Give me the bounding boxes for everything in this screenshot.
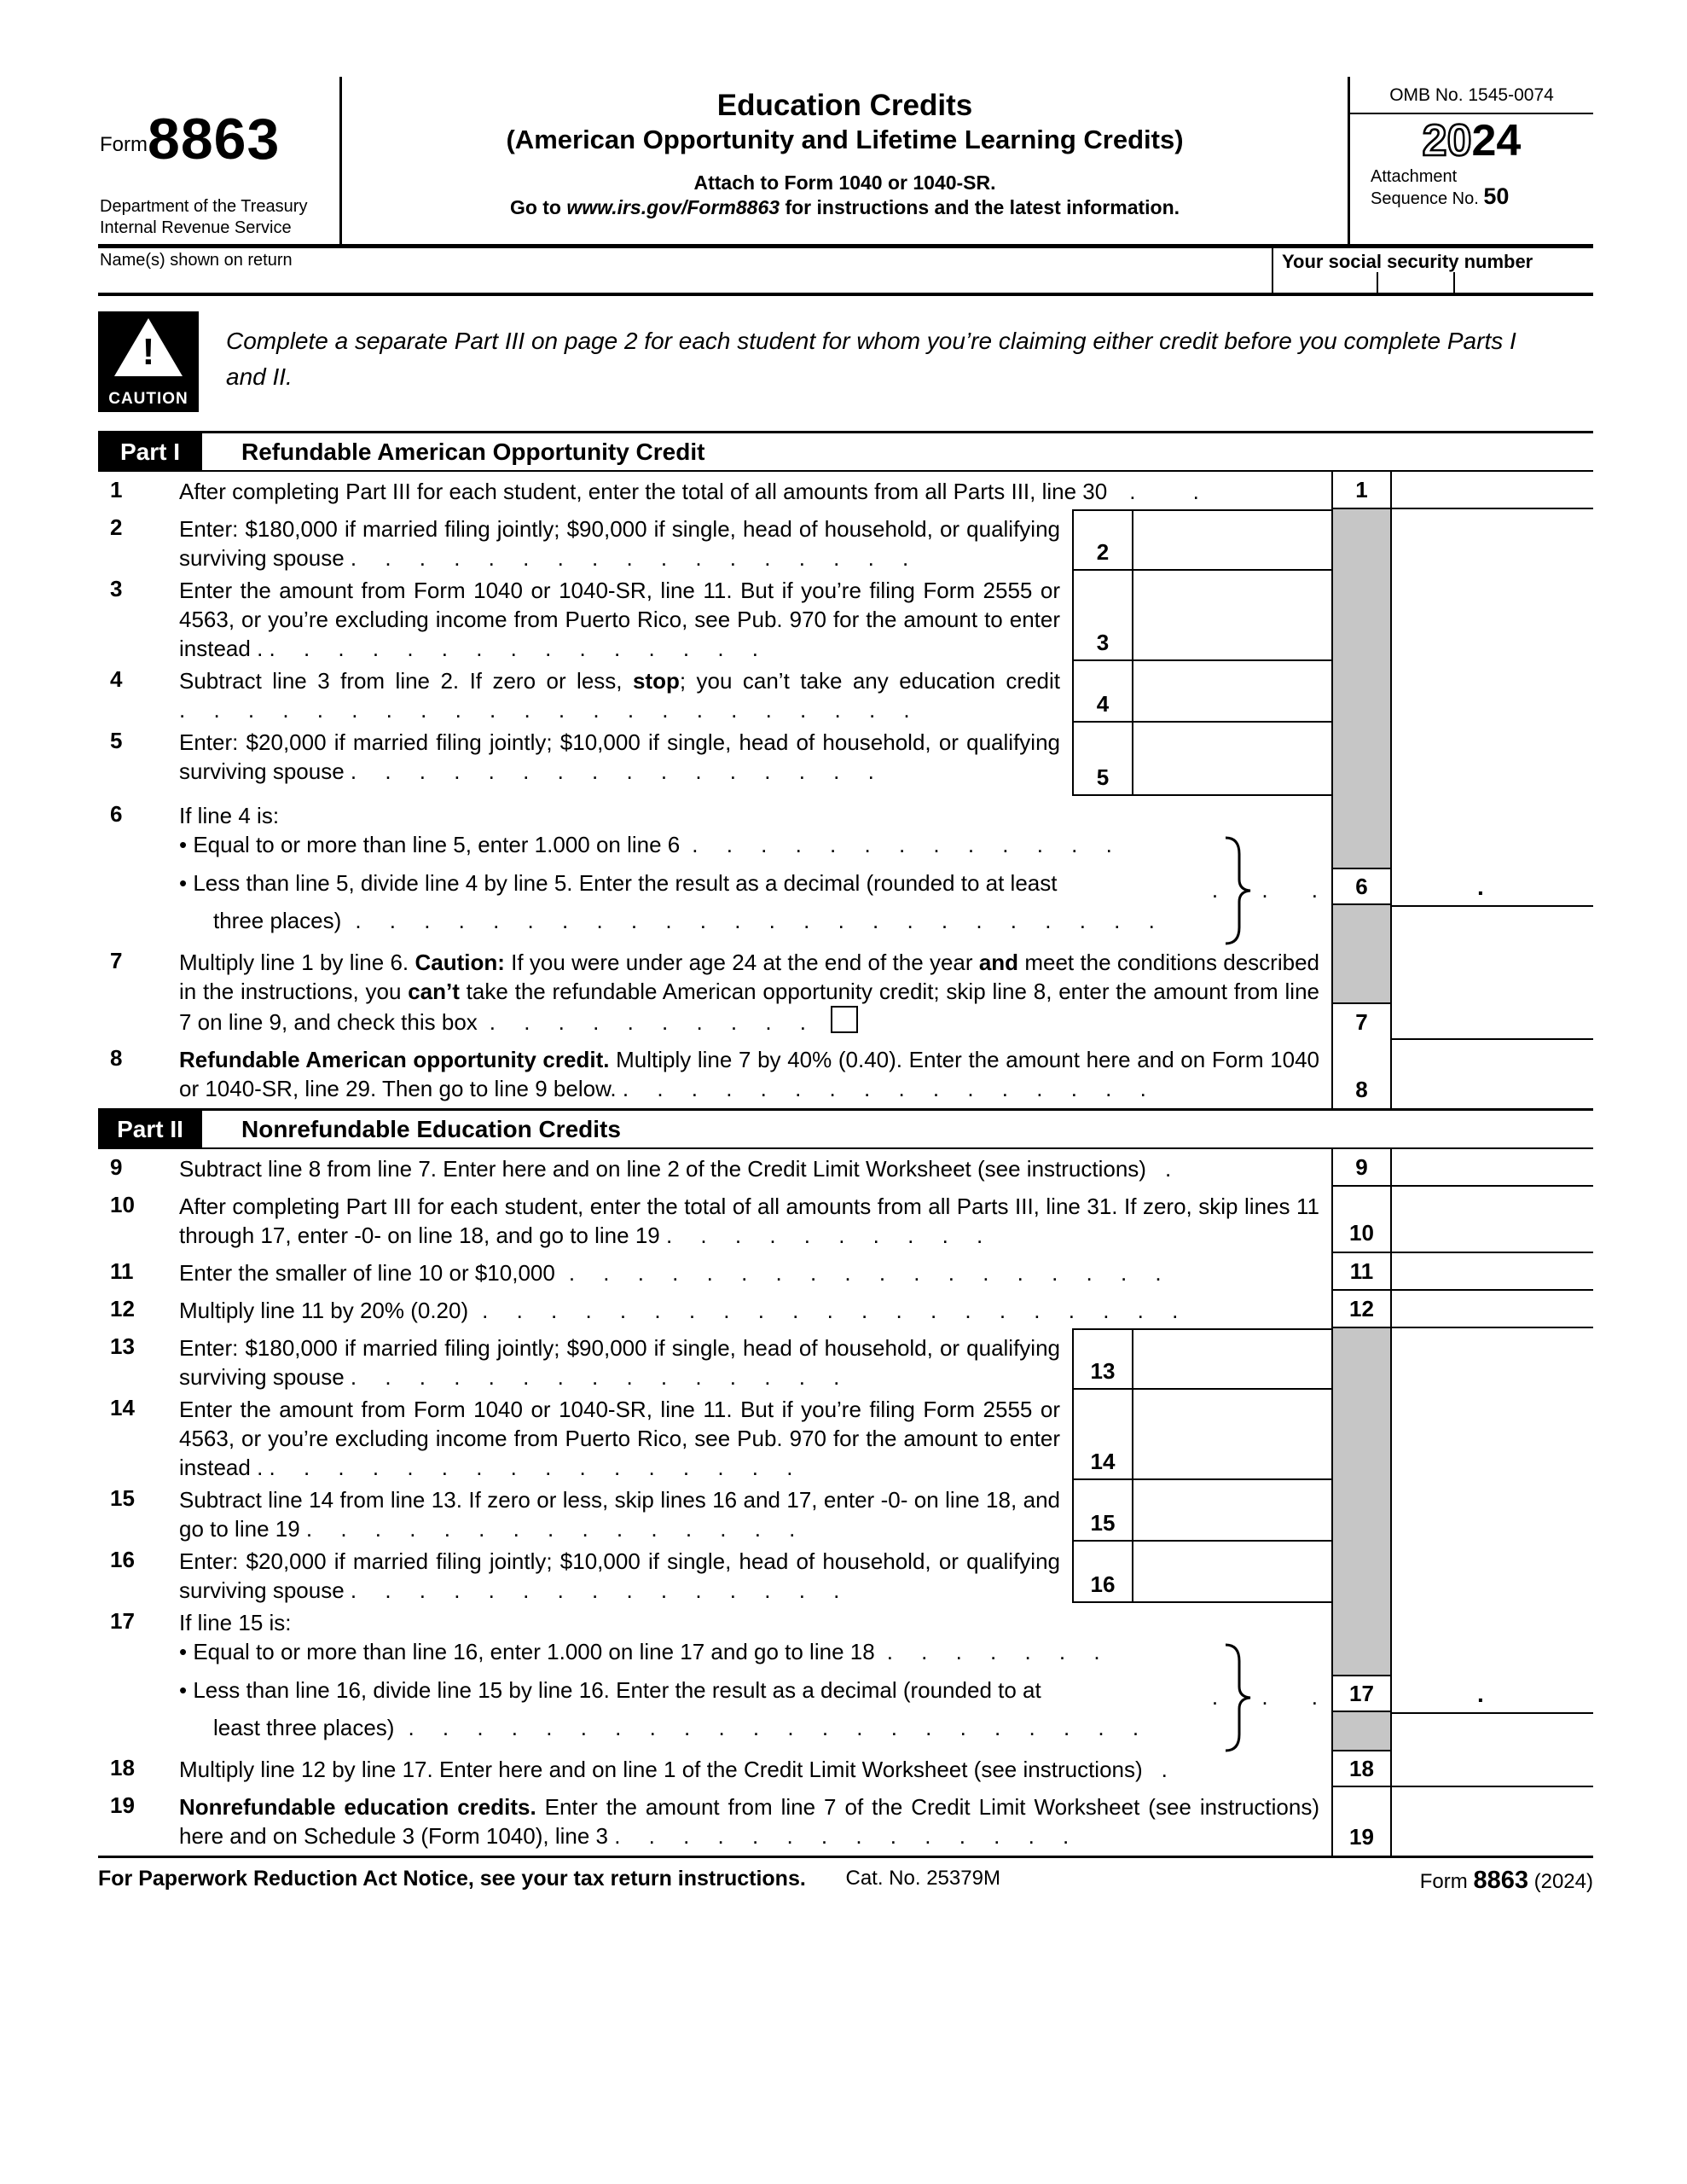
line-5-number: 5 bbox=[110, 728, 123, 753]
line-9-leaders: . bbox=[1164, 1156, 1172, 1182]
line-17-bullet-2: • Less than line 16, divide line 15 by line 16. Enter the result as a decimal (rounded to at bbox=[179, 1677, 1041, 1703]
line-2-row bbox=[98, 509, 1331, 571]
line-14-box-label: 14 bbox=[1072, 1390, 1132, 1478]
line-16-text: Enter: $20,000 if married filing jointly; $10,000 if single, head of household, or qualifying surviving spouse . . . . . . . . . . . . . . . bbox=[179, 1548, 1060, 1603]
exclamation-icon: ! bbox=[142, 331, 155, 373]
line-14-leaders: . . . . . . . . . . . . . . . . bbox=[269, 1455, 804, 1480]
line-19-text: Nonrefundable education credits. Enter the amount from line 7 of the Credit Limit Worksheet (see instructions) here and on Schedule 3 (Form 1040), line 3 . . . . . . . . . . . . . . bbox=[179, 1794, 1319, 1849]
line-15-entry[interactable] bbox=[1132, 1480, 1331, 1540]
line-17-number-column bbox=[1331, 1603, 1392, 1750]
line-6-bullets bbox=[179, 796, 1336, 943]
line-14-entry[interactable] bbox=[1132, 1390, 1331, 1478]
line-10-row bbox=[98, 1187, 1593, 1253]
line-4-entry[interactable] bbox=[1132, 661, 1331, 721]
line-5-entrybox bbox=[1072, 723, 1331, 796]
line-3-entry[interactable] bbox=[1132, 571, 1331, 659]
form-title: Education Credits bbox=[716, 89, 973, 122]
line-4-text: Subtract line 3 from line 2. If zero or less, stop; you can’t take any education credit . . . . . . . . . . . . . . . . . . . . . . bbox=[179, 668, 1060, 723]
line-18-leaders: . bbox=[1161, 1757, 1168, 1782]
line-6-number: 6 bbox=[110, 801, 123, 827]
line-5-text: Enter: $20,000 if married filing jointly; $10,000 if single, head of household, or qualifying surviving spouse . . . . . . . . . . . . . . . . bbox=[179, 729, 1060, 784]
lines-2-5-amount-column bbox=[1392, 509, 1593, 796]
line-18-number: 18 bbox=[110, 1755, 135, 1780]
line-6-bullet-2: • Less than line 5, divide line 4 by line 5. Enter the result as a decimal (rounded to at least bbox=[179, 870, 1058, 896]
line-6-bullet-1-leaders: . . . . . . . . . . . . . bbox=[692, 832, 1123, 857]
line-18-row bbox=[98, 1750, 1593, 1787]
sequence-number: 50 bbox=[1483, 183, 1510, 209]
line-7-checkbox[interactable] bbox=[831, 1006, 858, 1033]
caution-block bbox=[98, 311, 1593, 412]
line-3-text: Enter the amount from Form 1040 or 1040-SR, line 11. But if you’re filing Form 2555 or 4563, or you’re excluding income from Puerto Rico, see Pub. 970 for the amount to enter instead . . . . . . . . . . . . . . . . bbox=[179, 578, 1060, 661]
line-19-cell: 19 bbox=[1331, 1787, 1392, 1856]
attachment-sequence: Attachment Sequence No. 50 bbox=[1371, 167, 1510, 209]
lines-13-16-shaded-column bbox=[1331, 1328, 1392, 1603]
line-6-row bbox=[98, 796, 1593, 943]
lines-2-5-block bbox=[98, 509, 1593, 796]
form-footer-id: Form 8863 (2024) bbox=[1419, 1867, 1593, 1894]
line-14-number: 14 bbox=[110, 1395, 135, 1420]
line-7-number: 7 bbox=[110, 948, 123, 973]
line-9-row bbox=[98, 1149, 1593, 1187]
goto-instruction: Go to www.irs.gov/Form8863 for instructions and the latest information. bbox=[509, 196, 1180, 218]
line-15-text: Subtract line 14 from line 13. If zero or less, skip lines 16 and 17, enter -0- on line 18, and go to line 19 . . . . . . . . . . . . . . . bbox=[179, 1487, 1060, 1542]
line-2-number: 2 bbox=[110, 514, 123, 540]
line-12-number: 12 bbox=[110, 1296, 135, 1321]
line-1-cell: 1 bbox=[1331, 472, 1392, 509]
line-17-bullet-1-leaders: . . . . . . . bbox=[886, 1639, 1111, 1664]
line-8-text: Refundable American opportunity credit. Multiply line 7 by 40% (0.40). Enter the amount here and on Form 1040 or 1040-SR, line 29. Then go to line 9 below. . . . . . . . . . . . . . . . . bbox=[179, 1047, 1319, 1101]
line-6-cont-leaders: . . . . . . . . . . . . . . . . . . . . . . . . bbox=[355, 908, 1166, 933]
line-3-row bbox=[98, 571, 1331, 661]
line-19-leaders: . . . . . . . . . . . . . . bbox=[614, 1823, 1081, 1849]
line-7-amount-column bbox=[1392, 943, 1593, 1040]
line-5-leaders: . . . . . . . . . . . . . . . . bbox=[350, 758, 885, 784]
year-outline: 20 bbox=[1422, 116, 1472, 166]
line-11-row bbox=[98, 1253, 1593, 1291]
line-16-row bbox=[98, 1542, 1331, 1603]
line-10-cell: 10 bbox=[1331, 1187, 1392, 1253]
line-5-box-label: 5 bbox=[1072, 723, 1132, 794]
lines-13-16-block bbox=[98, 1328, 1593, 1603]
line-11-cell: 11 bbox=[1331, 1253, 1392, 1291]
part1-label: Part I bbox=[98, 433, 202, 470]
line-3-box-label: 3 bbox=[1072, 571, 1132, 659]
line-7-cell: 7 bbox=[1333, 1002, 1390, 1040]
line-19-amount[interactable] bbox=[1392, 1787, 1593, 1856]
part2-label: Part II bbox=[98, 1111, 202, 1147]
line-6-number-column bbox=[1331, 796, 1392, 943]
line-15-box-label: 15 bbox=[1072, 1480, 1132, 1540]
line-2-entry[interactable] bbox=[1132, 511, 1331, 569]
line-18-amount[interactable] bbox=[1392, 1750, 1593, 1787]
form-footer bbox=[98, 1856, 1593, 1895]
form-id-block bbox=[98, 77, 339, 244]
line-10-text: After completing Part III for each student, enter the total of all amounts from all Parts III, line 31. If zero, skip lines 11 through 17, enter -0- on line 18, and go to line 19 . . . . . . . . . . bbox=[179, 1194, 1319, 1248]
line-17-cell: 17 bbox=[1333, 1675, 1390, 1712]
line-12-text: Multiply line 11 by 20% (0.20) . . . . . . . . . . . . . . . . . . . . . bbox=[179, 1298, 1190, 1323]
line-11-amount[interactable] bbox=[1392, 1253, 1593, 1291]
line-1-leaders: . . bbox=[1129, 479, 1225, 504]
year-solid: 24 bbox=[1471, 116, 1522, 166]
line-9-number: 9 bbox=[110, 1154, 123, 1180]
line-16-entrybox bbox=[1072, 1542, 1331, 1603]
lines-2-5-shaded-column bbox=[1331, 509, 1392, 796]
line-10-leaders: . . . . . . . . . . bbox=[665, 1223, 994, 1248]
line-13-number: 13 bbox=[110, 1333, 135, 1359]
line-15-number: 15 bbox=[110, 1485, 135, 1511]
line-1-number: 1 bbox=[110, 477, 123, 502]
line-7-amount[interactable] bbox=[1392, 1002, 1593, 1040]
line-16-leaders: . . . . . . . . . . . . . . . bbox=[350, 1577, 851, 1603]
line-9-text: Subtract line 8 from line 7. Enter here and on line 2 of the Credit Limit Worksheet (see instructions) . bbox=[179, 1156, 1172, 1182]
line-17-number: 17 bbox=[110, 1608, 135, 1634]
line-2-box-label: 2 bbox=[1072, 511, 1132, 569]
line-4-row bbox=[98, 661, 1331, 723]
attach-instruction: Attach to Form 1040 or 1040-SR. bbox=[693, 171, 996, 194]
line-17-bullets bbox=[179, 1603, 1336, 1750]
line-17-amount-column bbox=[1392, 1603, 1593, 1750]
line-14-text: Enter the amount from Form 1040 or 1040-SR, line 11. But if you’re filing Form 2555 or 4563, or you’re excluding income from Puerto Rico, see Pub. 970 for the amount to enter instead . . . . . . . . . . . . . . . . . bbox=[179, 1397, 1060, 1480]
omb-number: OMB No. 1545-0074 bbox=[1350, 77, 1593, 114]
line-15-entrybox bbox=[1072, 1480, 1331, 1542]
line-17-decimal-point: . bbox=[1477, 1681, 1484, 1707]
line-2-entrybox bbox=[1072, 509, 1331, 571]
ssn-field[interactable] bbox=[1272, 248, 1593, 293]
footer-form-number: 8863 bbox=[1473, 1867, 1528, 1894]
caution-text: Complete a separate Part III on page 2 for each student for whom you’re claiming either credit before you complete Parts I and II. bbox=[226, 328, 1516, 390]
line-4-entrybox bbox=[1072, 661, 1331, 723]
line-2-text: Enter: $180,000 if married filing jointly; $90,000 if single, head of household, or qualifying surviving spouse . . . . . . . . . . . . . . . . . bbox=[179, 516, 1060, 571]
line-16-box-label: 16 bbox=[1072, 1542, 1132, 1601]
part1-title: Refundable American Opportunity Credit bbox=[241, 438, 705, 465]
line-5-row bbox=[98, 723, 1331, 796]
line-17-row bbox=[98, 1603, 1593, 1750]
line-1-amount[interactable] bbox=[1392, 472, 1593, 509]
line-18-cell: 18 bbox=[1331, 1750, 1392, 1787]
line-19-row bbox=[98, 1787, 1593, 1856]
line-1-text: After completing Part III for each student, enter the total of all amounts from all Parts III, line 30 . . bbox=[179, 479, 1225, 504]
line-14-row bbox=[98, 1390, 1331, 1480]
line-12-row bbox=[98, 1291, 1593, 1328]
line-19-number: 19 bbox=[110, 1792, 135, 1818]
line-12-cell: 12 bbox=[1331, 1291, 1392, 1328]
line-16-entry[interactable] bbox=[1132, 1542, 1331, 1601]
ssn-divider-2 bbox=[1453, 272, 1455, 293]
line-6-bullet-cont: three places) . . . . . . . . . . . . . . . . . . . . . . . . bbox=[213, 908, 1166, 933]
caution-icon bbox=[98, 311, 199, 412]
line-13-entry[interactable] bbox=[1132, 1330, 1331, 1388]
line-6-cell: 6 bbox=[1333, 868, 1390, 905]
line-7-text: Multiply line 1 by line 6. Caution: If you were under age 24 at the end of the year and meet the conditions described in the instructions, you can’t take the refundable American opportunity credit; skip line 8, enter the amount from line 7 on line 9, and check this box . . . . . . . . . . bbox=[179, 950, 1319, 1035]
form-word: Form bbox=[100, 133, 148, 156]
line-6-mid-leaders: . . . bbox=[1211, 877, 1336, 903]
tax-year bbox=[1350, 114, 1593, 166]
line-17-cont-leaders: . . . . . . . . . . . . . . . . . . . . . . bbox=[408, 1715, 1151, 1740]
line-12-leaders: . . . . . . . . . . . . . . . . . . . . . bbox=[482, 1298, 1190, 1323]
line-17-mid-leaders: . . . bbox=[1211, 1684, 1336, 1710]
ssn-label: Your social security number bbox=[1282, 251, 1533, 272]
line-15-leaders: . . . . . . . . . . . . . . . bbox=[305, 1516, 807, 1542]
line-17-amount[interactable] bbox=[1392, 1676, 1593, 1714]
paperwork-notice: For Paperwork Reduction Act Notice, see your tax return instructions. bbox=[98, 1867, 806, 1891]
line-2-leaders: . . . . . . . . . . . . . . . . . bbox=[350, 545, 920, 571]
line-4-number: 4 bbox=[110, 666, 123, 692]
line-4-box-label: 4 bbox=[1072, 661, 1132, 721]
lines-13-16-amount-column bbox=[1392, 1328, 1593, 1603]
catalog-number: Cat. No. 25379M bbox=[845, 1867, 1000, 1890]
line-4-leaders: . . . . . . . . . . . . . . . . . . . . . . bbox=[179, 697, 921, 723]
line-3-entrybox bbox=[1072, 571, 1331, 661]
line-11-leaders: . . . . . . . . . . . . . . . . . . bbox=[568, 1260, 1173, 1286]
line-7-leaders: . . . . . . . . . . bbox=[489, 1009, 818, 1035]
line-3-number: 3 bbox=[110, 576, 123, 601]
line-13-box-label: 13 bbox=[1072, 1330, 1132, 1388]
line-14-entrybox bbox=[1072, 1390, 1331, 1480]
line-9-amount[interactable] bbox=[1392, 1149, 1593, 1187]
form-subtitle: (American Opportunity and Lifetime Learning Credits) bbox=[506, 125, 1184, 154]
line-17-head: If line 15 is: bbox=[179, 1610, 292, 1635]
form-header bbox=[98, 77, 1593, 248]
line-3-leaders: . . . . . . . . . . . . . . . bbox=[269, 636, 770, 661]
line-7-number-column bbox=[1331, 943, 1392, 1040]
line-6-decimal-point: . bbox=[1477, 874, 1484, 900]
line-13-row bbox=[98, 1328, 1331, 1390]
name-label: Name(s) shown on return bbox=[100, 251, 293, 270]
ssn-divider-1 bbox=[1377, 272, 1378, 293]
line-8-number: 8 bbox=[110, 1045, 123, 1071]
line-8-row bbox=[98, 1040, 1593, 1108]
line-10-number: 10 bbox=[110, 1192, 135, 1217]
line-17-bullet-cont: least three places) . . . . . . . . . . . . . . . . . . . . . . bbox=[213, 1715, 1151, 1740]
line-18-text: Multiply line 12 by line 17. Enter here and on line 1 of the Credit Limit Worksheet (see instructions) . bbox=[179, 1757, 1168, 1782]
line-7-row bbox=[98, 943, 1593, 1040]
line-9-cell: 9 bbox=[1331, 1149, 1392, 1187]
line-8-cell: 8 bbox=[1331, 1040, 1392, 1108]
line-13-leaders: . . . . . . . . . . . . . . . bbox=[350, 1364, 851, 1390]
part2-header bbox=[98, 1108, 1593, 1149]
line-12-amount[interactable] bbox=[1392, 1291, 1593, 1328]
line-6-head: If line 4 is: bbox=[179, 803, 280, 828]
line-13-entrybox bbox=[1072, 1328, 1331, 1390]
line-10-amount[interactable] bbox=[1392, 1187, 1593, 1253]
caution-word: CAUTION bbox=[108, 390, 188, 408]
line-11-text: Enter the smaller of line 10 or $10,000 . . . . . . . . . . . . . . . . . . bbox=[179, 1260, 1173, 1286]
line-16-number: 16 bbox=[110, 1547, 135, 1572]
line-8-leaders: . . . . . . . . . . . . . . . . bbox=[622, 1076, 1157, 1101]
line-15-row bbox=[98, 1480, 1331, 1542]
line-6-bullet-1: • Equal to or more than line 5, enter 1.000 on line 6 . . . . . . . . . . . . . bbox=[179, 832, 1123, 857]
part1-header bbox=[98, 431, 1593, 472]
line-5-entry[interactable] bbox=[1132, 723, 1331, 794]
line-1-row bbox=[98, 472, 1593, 509]
name-ssn-row bbox=[98, 248, 1593, 296]
part2-title: Nonrefundable Education Credits bbox=[241, 1115, 621, 1142]
line-8-amount[interactable] bbox=[1392, 1040, 1593, 1108]
line-11-number: 11 bbox=[110, 1258, 134, 1284]
line-6-amount[interactable] bbox=[1392, 869, 1593, 907]
dept-irs: Internal Revenue Service bbox=[100, 218, 292, 237]
line-6-amount-column bbox=[1392, 796, 1593, 943]
form-title-block bbox=[339, 77, 1350, 244]
name-field[interactable] bbox=[98, 248, 1272, 293]
form-number: 8863 bbox=[148, 107, 281, 171]
line-13-text: Enter: $180,000 if married filing jointly; $90,000 if single, head of household, or qualifying surviving spouse . . . . . . . . . . . . . . . bbox=[179, 1335, 1060, 1390]
line-17-bullet-1: • Equal to or more than line 16, enter 1.000 on line 17 and go to line 18 . . . . . . . bbox=[179, 1639, 1111, 1664]
omb-block bbox=[1350, 77, 1593, 244]
dept-treasury: Department of the Treasury bbox=[100, 197, 308, 216]
